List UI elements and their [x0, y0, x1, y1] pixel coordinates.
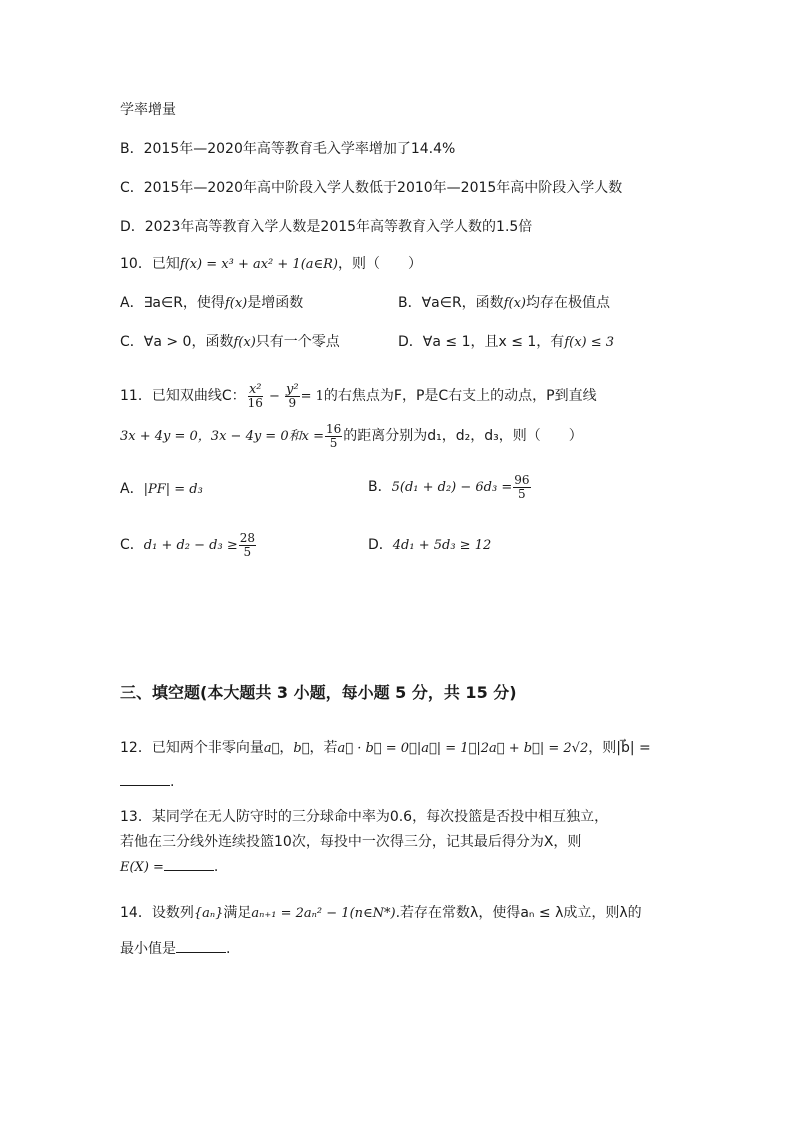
q12-cond-pre: ，若 — [309, 740, 338, 756]
q9-option-c: C．2015年—2020年高中阶段入学人数低于2010年—2015年高中阶段入学人数 — [120, 180, 623, 196]
hyp-x-den: 16 — [247, 395, 263, 410]
q14-seq: {aₙ} — [193, 906, 224, 921]
q12-stem — [120, 739, 651, 758]
q10-stem-label: 10．已知 — [120, 256, 180, 272]
q10-a-tail: 是增函数 — [247, 295, 304, 311]
c-num: 28 — [239, 530, 256, 545]
q11-d-formula: 4d₁ + 5d₃ ≥ 12 — [392, 538, 492, 553]
q12-answer-blank[interactable] — [120, 773, 170, 786]
q11-c-formula: d₁ + d₂ − d₃ ≥ — [143, 538, 238, 553]
hyp-eq: = 1 — [300, 389, 324, 404]
q14-ask: 最小值是 — [120, 941, 176, 957]
q12-vec-b: b⃗ — [293, 741, 310, 756]
q11-stem-label: 11．已知双曲线C： — [120, 388, 246, 404]
b-den: 5 — [518, 486, 526, 501]
q11-stem-mid: 的右焦点为F，P是C右支上的动点，P到直线 — [323, 388, 597, 404]
q9-option-d: D．2023年高等教育入学人数是2015年高等教育入学人数的1.5倍 — [120, 219, 533, 235]
q11-x-fraction — [325, 423, 342, 450]
q11-stem-tail: 的距离分别为d₁，d₂，d₃，则（ ） — [343, 428, 583, 444]
q12-cond2: |a⃗| = 1， — [416, 741, 477, 756]
q10-d-formula: f(x) ≤ 3 — [564, 335, 615, 350]
q12-sep: ， — [279, 740, 294, 756]
hyp-x-num: x² — [248, 381, 262, 397]
q11-option-b — [368, 470, 532, 505]
q14-line1 — [120, 904, 642, 923]
q11-line-x: x = — [301, 429, 324, 444]
q10-b-fx: f(x) — [503, 296, 526, 311]
q10-stem — [120, 255, 422, 274]
section-heading: 三、填空题(本大题共 3 小题，每小题 5 分，共 15 分) — [120, 683, 517, 702]
q10-a-text: A．∃a∈R，使得 — [120, 295, 225, 311]
q10-option-d — [398, 333, 614, 352]
q11-a-label: A． — [120, 481, 144, 497]
hyperbola-x-term — [247, 383, 264, 410]
q11-lines: 3x + 4y = 0，3x − 4y = 0和 — [120, 429, 302, 444]
q14-mid: 满足 — [223, 905, 252, 921]
q11-b-label: B． — [368, 479, 392, 495]
c-den: 5 — [243, 544, 252, 559]
q12-cond3: |2a⃗ + b⃗| = 2√2 — [476, 741, 589, 756]
q14-line2 — [120, 940, 230, 958]
q11-d-label: D． — [368, 537, 393, 553]
b-num: 96 — [514, 472, 530, 487]
q13-line2: 若他在三分线外连续投篮10次，每投中一次得三分，记其最后得分为X，则 — [120, 834, 582, 850]
q10-c-tail: 只有一个零点 — [255, 334, 340, 350]
q12-vec-a: a⃗ — [263, 741, 280, 756]
q13-expectation: E(X) = — [120, 860, 164, 875]
q11-b-fraction — [513, 474, 530, 501]
q13-line1: 13．某同学在无人防守时的三分球命中率为0.6，每次投篮是否投中相互独立， — [120, 809, 609, 825]
q9-option-b: B．2015年—2020年高等教育毛入学率增加了14.4% — [120, 141, 456, 157]
q12-end: . — [170, 774, 175, 790]
q11-option-c — [120, 528, 257, 563]
q12-ask: ，则|b⃗| = — [588, 740, 651, 756]
q12-stem-label: 12．已知两个非零向量 — [120, 740, 264, 756]
q11-stem-line2 — [120, 418, 583, 455]
q10-option-a — [120, 294, 303, 313]
hyp-y-den: 9 — [288, 395, 297, 410]
q12-cond1: a⃗ · b⃗ = 0， — [337, 741, 417, 756]
q10-option-b — [398, 294, 610, 313]
q12-answer-line — [120, 773, 174, 791]
q10-c-fx: f(x) — [233, 335, 256, 350]
q9-continuation: 学率增量 — [120, 102, 176, 118]
q14-tail: .若存在常数λ，使得aₙ ≤ λ成立，则λ的 — [395, 905, 642, 921]
q14-label: 14．设数列 — [120, 905, 194, 921]
hyperbola-y-term — [285, 383, 300, 410]
q10-d-text: D．∀a ≤ 1，且x ≤ 1，有 — [398, 334, 565, 350]
q11-c-fraction — [239, 532, 256, 559]
q10-b-tail: 均存在极值点 — [525, 295, 610, 311]
q11-option-a — [120, 480, 203, 499]
q10-option-c — [120, 333, 340, 352]
q13-line3 — [120, 858, 218, 877]
q10-c-text: C．∀a > 0，函数 — [120, 334, 234, 350]
q13-end: . — [213, 859, 219, 875]
q11-stem-line1: 11．已知双曲线C： $\frac{\text{x²}}{16}$ − $\frac{\text{y²}}{9}$ = 1的右焦点为F，P是C右支上的动点，P到直线 — [120, 381, 597, 410]
q10-function-formula: f(x) = x³ + ax² + 1(a∈R) — [179, 257, 338, 272]
q11-a-formula: |PF| = d₃ — [143, 482, 203, 497]
q14-answer-blank[interactable] — [176, 940, 226, 953]
q13-answer-blank[interactable] — [164, 858, 214, 871]
q11-c-label: C． — [120, 537, 144, 553]
q10-stem-tail: ，则（ ） — [338, 256, 422, 272]
x-num: 16 — [325, 421, 342, 436]
q10-b-text: B．∀a∈R，函数 — [398, 295, 504, 311]
q11-b-formula: 5(d₁ + d₂) − 6d₃ = — [391, 480, 513, 495]
x-den: 5 — [329, 435, 338, 450]
q14-end: . — [226, 941, 231, 957]
q11-option-d — [368, 536, 491, 555]
q14-recurrence: aₙ₊₁ = 2aₙ² − 1(n∈N*) — [251, 906, 396, 921]
hyp-y-num: y² — [286, 381, 299, 397]
q10-a-fx: f(x) — [224, 296, 248, 311]
